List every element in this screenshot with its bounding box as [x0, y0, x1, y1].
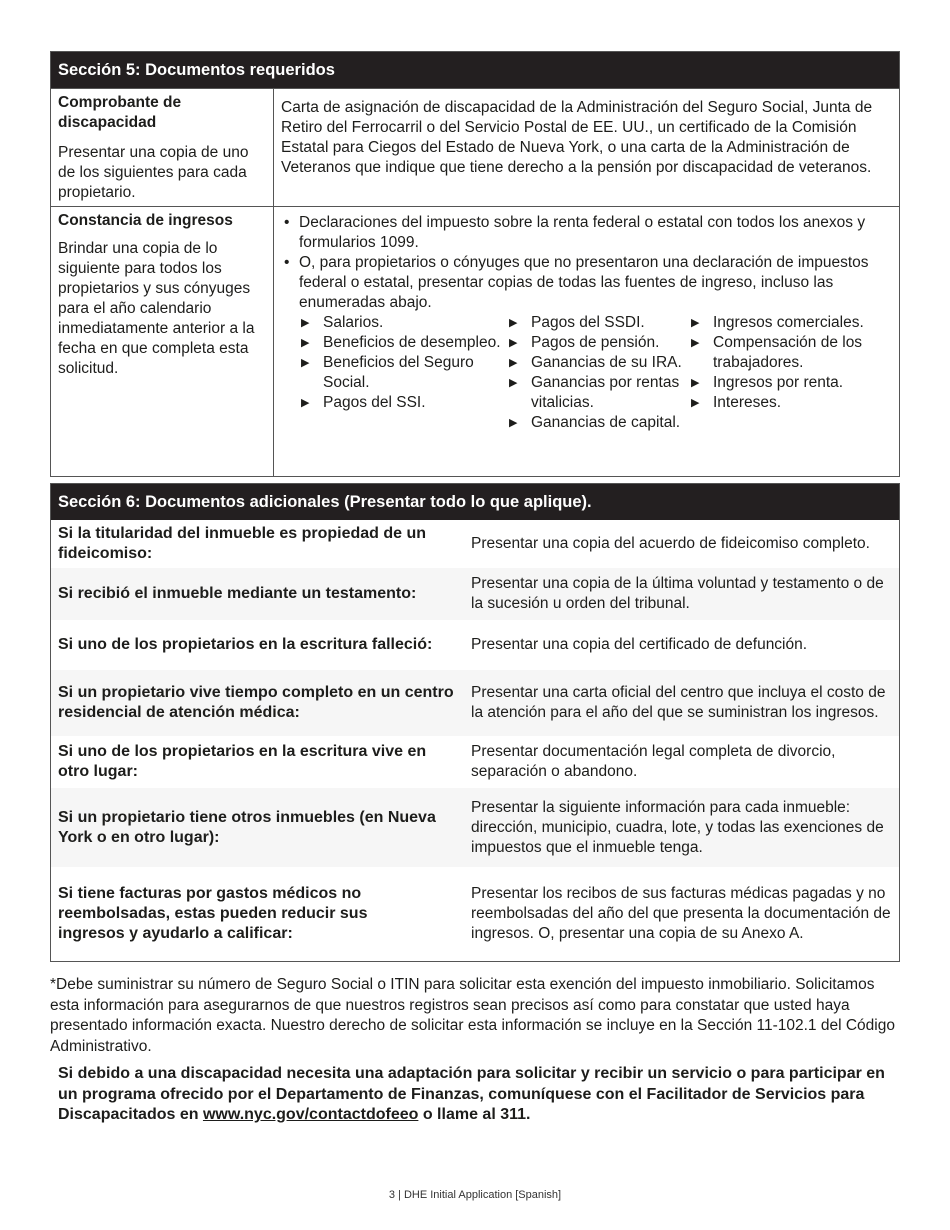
income-item: ▶ Beneficios de desempleo. — [301, 333, 509, 353]
disability-text: Carta de asignación de discapacidad de la Administración del Seguro Social, Junta de Retiro del Ferrocarril o del Servicio Postal de EE. UU., un certificado de la Comisión Estatal para Ciegos del Estado de Nueva York, o una carta de la Administración de Veteranos que indique que tiene derecho a la pensión por discapacidad de veteranos. — [281, 99, 873, 176]
additional-doc-row — [51, 736, 899, 788]
requirement-text: Presentar los recibos de sus facturas médicas pagadas y no reembolsadas del año del que presenta la documentación de ingresos. O, presentar una copia de su Anexo A. — [471, 885, 891, 942]
requirement-text: Presentar una copia de la última voluntad y testamento o de la sucesión u orden del tribunal. — [471, 575, 884, 612]
additional-doc-row — [51, 520, 899, 568]
additional-doc-row — [51, 867, 899, 961]
income-item: ▶ Pagos del SSDI. — [509, 313, 691, 333]
contact-link[interactable]: www.nyc.gov/contactdofeeo — [202, 1106, 419, 1123]
additional-doc-row — [51, 788, 899, 867]
accessibility-note — [58, 1064, 900, 1126]
requirement-text: Presentar una copia del certificado de defunción. — [471, 636, 808, 653]
income-item: ▶ Ganancias de capital. — [509, 413, 691, 433]
accessibility-text: Si debido a una discapacidad necesita una adaptación para solicitar y recibir un servicio o para participar en un programa ofrecido por el Departamento de Finanzas, comuníquese con el Facilitador de Servicios para Discapacitados en — [58, 1065, 885, 1123]
disability-label: Comprobante de discapacidad — [58, 94, 182, 131]
section-5-table — [50, 51, 900, 477]
accessibility-text-end: o llame al 311. — [418, 1106, 531, 1123]
income-item: ▶ Compensación de los trabajadores. — [691, 333, 891, 373]
income-item: ▶ Ingresos por renta. — [691, 373, 891, 393]
income-item: ▶ Ganancias por rentas vitalicias. — [509, 373, 691, 413]
income-item: ▶ Salarios. — [301, 313, 509, 333]
income-item: ▶ Intereses. — [691, 393, 891, 413]
additional-doc-row — [51, 670, 899, 736]
income-item: ▶ Ingresos comerciales. — [691, 313, 891, 333]
condition-text: Si recibió el inmueble mediante un testamento: — [58, 585, 417, 602]
income-bullet: • O, para propietarios o cónyuges que no presentaron una declaración de impuestos federal o estatal, presentar copias de todas las fuentes de ingreso, incluso las enumeradas abajo. — [281, 253, 892, 313]
income-row — [51, 206, 899, 476]
income-col-3 — [691, 313, 891, 433]
condition-text: Si un propietario vive tiempo completo en un centro residencial de atención médica: — [58, 684, 454, 721]
requirement-text: Presentar documentación legal completa de divorcio, separación o abandono. — [471, 743, 836, 780]
disability-label-cell — [51, 89, 274, 206]
requirement-text: Presentar una copia del acuerdo de fideicomiso completo. — [471, 535, 870, 552]
income-sub: Brindar una copia de lo siguiente para todos los propietarios y sus cónyuges para el año calendario inmediatamente anterior a la fecha en que completa esta solicitud. — [58, 240, 255, 377]
condition-text: Si un propietario tiene otros inmuebles (en Nueva York o en otro lugar): — [58, 808, 436, 846]
condition-text: Si uno de los propietarios en la escritura vive en otro lugar: — [58, 743, 427, 780]
income-label: Constancia de ingresos — [58, 212, 233, 229]
income-col-1 — [301, 313, 509, 433]
disability-sub: Presentar una copia de uno de los siguientes para cada propietario. — [58, 144, 249, 201]
additional-doc-row — [51, 568, 899, 620]
income-item: ▶ Pagos de pensión. — [509, 333, 691, 353]
condition-text: Si la titularidad del inmueble es propiedad de un fideicomiso: — [58, 525, 427, 562]
section-5-header: Sección 5: Documentos requeridos — [51, 52, 899, 88]
requirement-text: Presentar la siguiente información para cada inmueble: dirección, municipio, cuadra, lote, y todas las exenciones de impuestos que el inmueble tenga. — [471, 798, 884, 856]
condition-text: Si uno de los propietarios en la escritura falleció: — [58, 636, 433, 653]
income-bullet: • Declaraciones del impuesto sobre la renta federal o estatal con todos los anexos y formularios 1099. — [281, 213, 892, 253]
income-item: ▶ Ganancias de su IRA. — [509, 353, 691, 373]
income-sources — [281, 313, 892, 433]
requirement-text: Presentar una carta oficial del centro que incluya el costo de la atención para el año del que se suministran los ingresos. — [471, 684, 886, 721]
income-col-2 — [509, 313, 691, 433]
disability-row — [51, 88, 899, 206]
additional-doc-row — [51, 620, 899, 670]
section-6-header: Sección 6: Documentos adicionales (Presentar todo lo que aplique). — [51, 484, 899, 520]
income-list — [274, 207, 899, 476]
income-item: ▶ Beneficios del Seguro Social. — [301, 353, 509, 393]
income-label-cell — [51, 207, 274, 476]
income-item: ▶ Pagos del SSI. — [301, 393, 509, 413]
section-6-table — [50, 483, 900, 962]
condition-text: Si tiene facturas por gastos médicos no reembolsadas, estas pueden reducir sus ingresos y ayudarlo a calificar: — [58, 885, 368, 942]
ssn-footnote: *Debe suministrar su número de Seguro Social o ITIN para solicitar esta exención del impuesto inmobiliario. Solicitamos esta información para asegurarnos de que nuestros registros sean precisos así como para constatar que usted haya presentado información exacta. Nuestro derecho de solicitar esta información se incluye en la Sección 11-102.1 del Código Administrativo. — [50, 976, 895, 1055]
page-footer: 3 | DHE Initial Application [Spanish] — [388, 1189, 562, 1201]
